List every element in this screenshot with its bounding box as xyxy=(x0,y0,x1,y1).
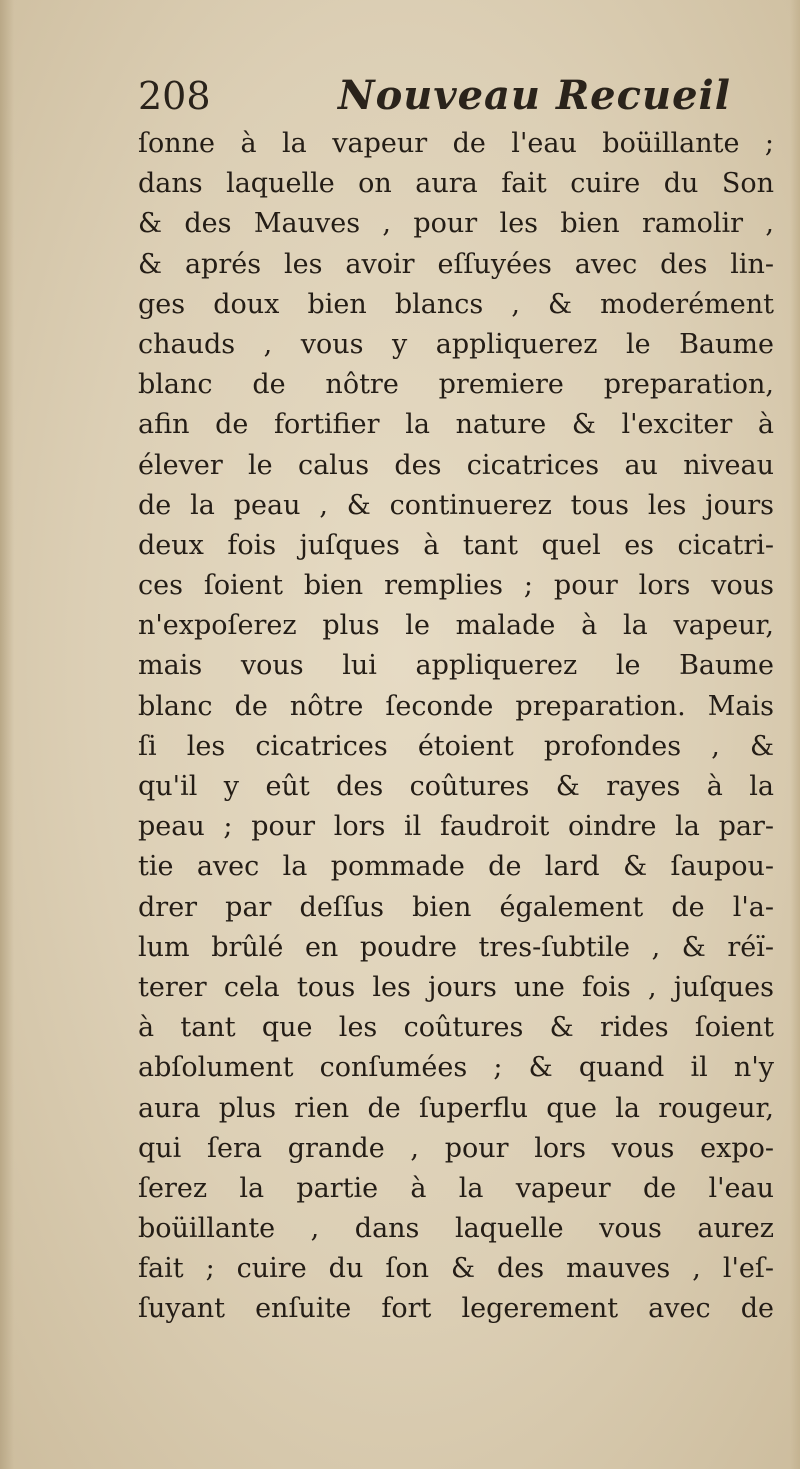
text-line: & des Mauves , pour les bien ramolir , xyxy=(138,208,774,240)
text-line: abſolument conſumées ; & quand il n'y xyxy=(138,1052,774,1084)
text-line: qui ſera grande , pour lors vous expo- xyxy=(138,1132,774,1164)
text-line: blanc de nôtre ſeconde preparation. Mais xyxy=(138,690,774,722)
page-number: 208 xyxy=(138,74,211,118)
text-line: ges doux bien blancs , & moderément xyxy=(138,288,774,320)
running-title: Nouveau Recueil xyxy=(338,72,731,119)
text-line: ces ſoient bien remplies ; pour lors vous xyxy=(138,570,774,602)
text-line: & aprés les avoir eſſuyées avec des lin- xyxy=(138,248,774,280)
text-line: ſuyant enſuite fort legerement avec de xyxy=(138,1293,774,1325)
text-line: aura plus rien de ſuperflu que la rougeur, xyxy=(138,1092,774,1124)
text-line: drer par deſſus bien également de l'a- xyxy=(138,891,774,923)
page-left-edge-shadow xyxy=(0,0,14,1469)
text-line: lum brûlé en poudre tres-ſubtile , & réï- xyxy=(138,931,774,963)
text-line: ſonne à la vapeur de l'eau boüillante ; xyxy=(138,128,774,159)
text-line: dans laquelle on aura fait cuire du Son xyxy=(138,168,774,200)
text-line: qu'il y eût des coûtures & rayes à la xyxy=(138,771,774,802)
text-line: à tant que les coûtures & rides ſoient xyxy=(138,1012,774,1044)
text-line: ſerez la partie à la vapeur de l'eau xyxy=(138,1172,774,1204)
text-line: élever le calus des cicatrices au niveau xyxy=(138,449,774,481)
text-line: chauds , vous y appliquerez le Baume xyxy=(138,328,774,360)
text-line: mais vous lui appliquerez le Baume xyxy=(138,650,774,682)
page-right-edge-shadow xyxy=(790,0,800,1469)
body-text xyxy=(138,124,774,1330)
text-line: tie avec la pommade de lard & ſaupou- xyxy=(138,851,774,883)
text-line: blanc de nôtre premiere preparation, xyxy=(138,369,774,401)
text-line: afin de fortifier la nature & l'exciter à xyxy=(138,409,774,441)
page-header xyxy=(138,68,778,124)
text-line: ſi les cicatrices étoient profondes , & xyxy=(138,730,774,762)
text-line: n'expoſerez plus le malade à la vapeur, xyxy=(138,610,774,642)
text-line: peau ; pour lors il faudroit oindre la par- xyxy=(138,811,774,843)
text-line: fait ; cuire du ſon & des mauves , l'eſ- xyxy=(138,1253,774,1285)
text-line: de la peau , & continuerez tous les jours xyxy=(138,489,774,521)
text-line: deux fois juſques à tant quel es cicatri- xyxy=(138,529,774,561)
text-line: boüillante , dans laquelle vous aurez xyxy=(138,1213,774,1245)
text-line: terer cela tous les jours une fois , juſques xyxy=(138,971,774,1003)
